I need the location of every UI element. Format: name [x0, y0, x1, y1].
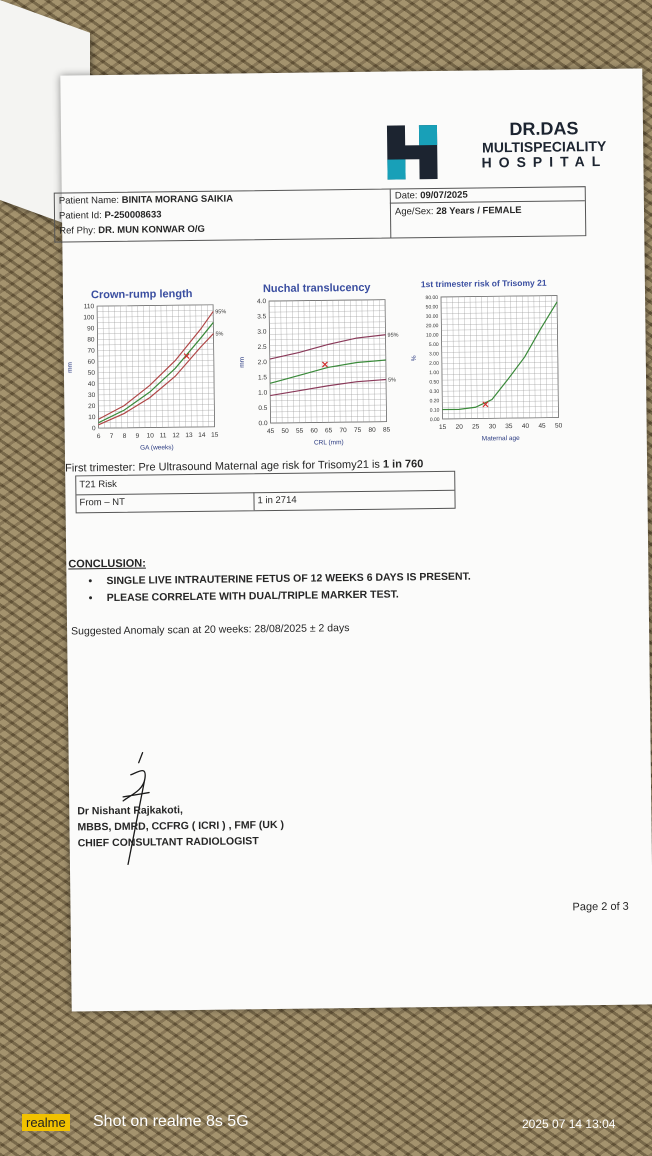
camera-brand-badge: realme: [22, 1114, 70, 1131]
y-tick-label: 0.10: [429, 407, 440, 414]
y-tick-label: 0.5: [258, 404, 268, 412]
hospital-logo-icon: [383, 119, 442, 186]
y-tick-label: 3.5: [257, 313, 267, 321]
y-tick-label: 80: [87, 336, 95, 344]
x-tick-label: 9: [135, 432, 140, 440]
x-tick-label: 15: [438, 423, 447, 431]
conclusion-list: [88, 569, 471, 608]
y-tick-label: 1.00: [429, 370, 440, 377]
ref-phy-label: Ref Phy:: [59, 225, 96, 237]
x-tick-label: 6: [96, 433, 101, 441]
x-tick-label: 55: [296, 427, 304, 435]
y-tick-label: 4.0: [256, 298, 267, 306]
x-tick-label: 15: [211, 431, 219, 439]
y-tick-label: 10: [88, 414, 96, 422]
y-tick-label: 30: [87, 391, 96, 400]
x-tick-label: 40: [521, 422, 530, 430]
series-label: 95%: [215, 309, 227, 316]
doctor-qualifications: MBBS, DMRD, CCFRG ( ICRI ) , FMF (UK ): [77, 818, 285, 834]
table-divider: [390, 190, 392, 238]
x-tick-label: 11: [159, 432, 167, 440]
risk-heading-value: 1 in 760: [382, 458, 424, 471]
report-date: 09/07/2025: [420, 189, 468, 202]
nt-risk-label: From – NT: [79, 496, 125, 509]
x-axis-label: GA (weeks): [140, 444, 174, 452]
x-tick-label: 25: [472, 423, 480, 431]
t21-chart: [407, 289, 579, 451]
y-tick-label: 10.00: [425, 332, 439, 339]
y-tick-label: 80.00: [425, 294, 439, 302]
series-label: 95%: [387, 332, 399, 339]
x-tick-label: 45: [538, 422, 546, 430]
y-axis-label: mm: [66, 362, 74, 373]
y-tick-label: 0.00: [429, 416, 440, 424]
y-tick-label: 110: [83, 303, 95, 311]
date-row: [395, 190, 468, 202]
patient-name: BINITA MORANG SAIKIA: [121, 193, 234, 206]
y-tick-label: 50.00: [425, 304, 439, 311]
x-tick-label: 20: [455, 423, 463, 431]
x-tick-label: 13: [185, 432, 193, 440]
x-tick-label: 10: [146, 432, 154, 440]
series-label: 5%: [215, 331, 224, 338]
y-tick-label: 90: [87, 325, 95, 333]
patient-name-row: [59, 193, 233, 206]
x-tick-label: 70: [339, 427, 347, 435]
x-tick-label: 50: [281, 427, 289, 435]
report-page: [60, 68, 652, 1011]
x-tick-label: 30: [488, 423, 497, 431]
y-tick-label: 0.30: [429, 388, 440, 395]
x-tick-label: 35: [505, 423, 513, 431]
ref-phy-row: [59, 224, 205, 237]
patient-info-table: [54, 186, 587, 242]
y-tick-label: 5.00: [428, 341, 439, 349]
y-tick-label: 0.0: [258, 420, 268, 428]
y-tick-label: 3.00: [428, 351, 439, 358]
hospital-name-line1: DR.DAS: [509, 118, 579, 140]
x-tick-label: 60: [310, 427, 318, 435]
x-tick-label: 75: [354, 426, 362, 435]
x-tick-label: 65: [325, 427, 333, 435]
conclusion-item: • PLEASE CORRELATE WITH DUAL/TRIPLE MARKER TEST.: [89, 586, 471, 608]
y-tick-label: 70: [87, 347, 95, 355]
y-tick-label: 50: [87, 369, 95, 377]
x-tick-label: 14: [198, 431, 206, 439]
x-axis-label: Maternal age: [481, 435, 520, 443]
page-number: Page 2 of 3: [572, 900, 629, 914]
doctor-title: CHIEF CONSULTANT RADIOLOGIST: [77, 835, 259, 850]
hospital-name-line3: HOSPITAL: [481, 152, 608, 171]
anomaly-scan-suggestion: Suggested Anomaly scan at 20 weeks: 28/08/2025 ± 2 days: [71, 622, 350, 638]
patient-id-row: [59, 209, 162, 221]
x-tick-label: 85: [383, 426, 391, 434]
y-tick-label: 20.00: [425, 323, 439, 330]
hospital-name-line2: MULTISPECIALITY: [482, 137, 607, 156]
nt-risk-value: 1 in 2714: [257, 494, 297, 507]
age-sex-row: [395, 205, 522, 218]
conclusion-item: • SINGLE LIVE INTRAUTERINE FETUS OF 12 WEEKS 6 DAYS IS PRESENT.: [88, 569, 470, 591]
x-tick-label: 8: [122, 432, 127, 440]
ref-phy: DR. MUN KONWAR O/G: [98, 223, 205, 237]
patient-id: P-250008633: [104, 209, 162, 222]
series-label: 5%: [388, 377, 397, 384]
hospital-name: [449, 119, 640, 170]
nt-chart: [235, 293, 407, 455]
y-tick-label: 60: [87, 358, 95, 366]
date-label: Date:: [394, 190, 418, 202]
age-sex-label: Age/Sex:: [394, 206, 434, 218]
x-tick-label: 80: [368, 426, 376, 434]
y-axis-label: mm: [238, 356, 246, 368]
y-tick-label: 2.0: [257, 359, 267, 367]
age-sex: 28 Years / FEMALE: [436, 204, 522, 218]
y-tick-label: 30.00: [425, 313, 439, 320]
camera-watermark-datetime: 2025 07 14 13:04: [522, 1117, 616, 1131]
y-tick-label: 0: [91, 425, 96, 433]
y-tick-label: 1.5: [257, 374, 268, 382]
patient-name-label: Patient Name:: [58, 194, 120, 207]
t21-risk-label: T21 Risk: [79, 478, 117, 491]
camera-watermark-text: Shot on realme 8s 5G: [93, 1113, 249, 1130]
y-axis-label: %: [410, 355, 418, 362]
crl-chart-title: Crown-rump length: [90, 287, 193, 302]
x-tick-label: 7: [109, 432, 114, 441]
x-tick-label: 45: [267, 428, 275, 436]
t21-chart-title: 1st trimester risk of Trisomy 21: [420, 277, 547, 290]
y-tick-label: 40: [87, 380, 96, 388]
x-axis-label: CRL (mm): [313, 439, 344, 447]
crl-chart: [63, 298, 235, 460]
doctor-name: Dr Nishant Rajkakoti,: [77, 804, 183, 818]
y-tick-label: 1.0: [258, 389, 268, 397]
x-tick-label: 12: [172, 432, 180, 440]
risk-heading-text: First trimester: Pre Ultrasound Maternal age risk for Trisomy21 is: [65, 458, 384, 475]
conclusion-title: CONCLUSION:: [68, 557, 146, 571]
patient-id-label: Patient Id:: [58, 210, 102, 222]
nt-chart-title: Nuchal translucency: [262, 281, 371, 296]
y-tick-label: 2.5: [257, 343, 267, 351]
y-tick-label: 0.20: [429, 398, 440, 405]
y-tick-label: 0.50: [429, 379, 440, 386]
table-divider: [253, 492, 254, 510]
y-tick-label: 20: [88, 403, 96, 411]
x-tick-label: 50: [554, 422, 563, 430]
y-tick-label: 2.00: [429, 360, 439, 367]
doctor-signature-block: [77, 801, 284, 852]
y-tick-label: 3.0: [257, 328, 267, 336]
y-tick-label: 100: [83, 314, 95, 322]
risk-table: [75, 471, 455, 514]
